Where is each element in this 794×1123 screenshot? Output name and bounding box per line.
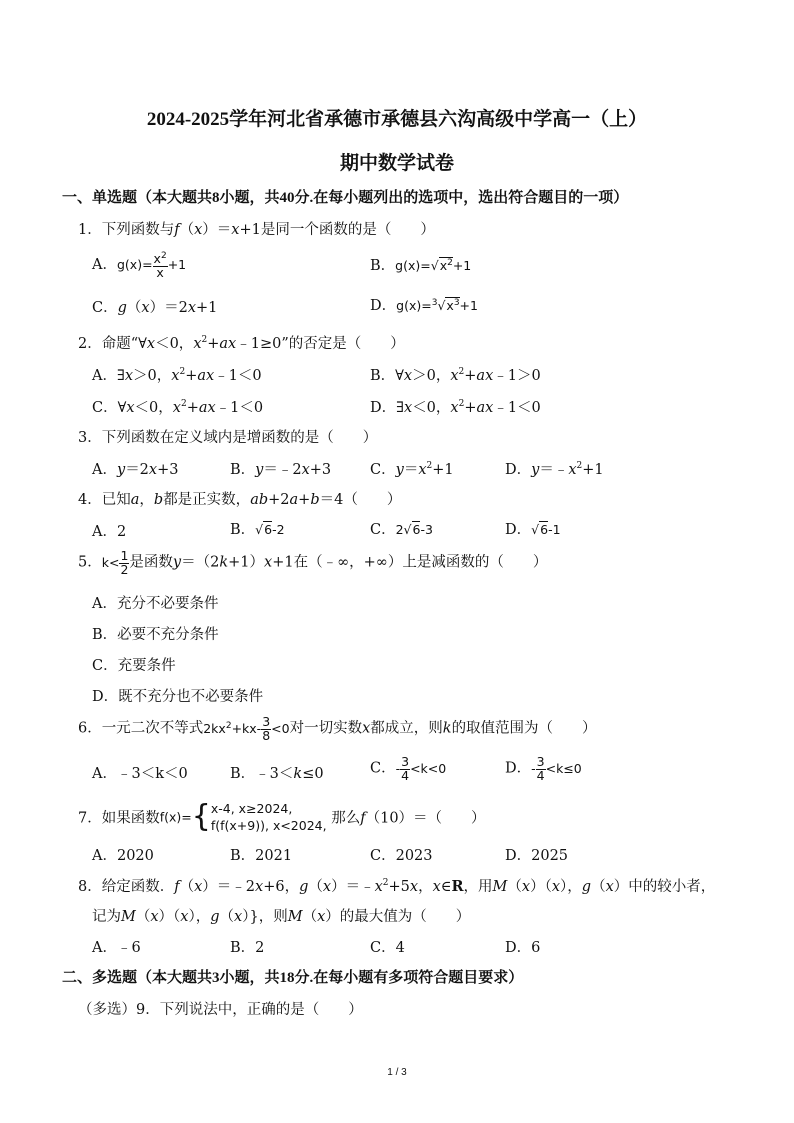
question-3-option-c: C．$y=x^2+1$ xyxy=(370,461,454,478)
question-4: 4．已知a，b都是正实数，ab+2a+b＝4（ ） xyxy=(78,492,402,508)
section-heading-multi-choice: 二、多选题（本大题共3小题，共18分.在每小题有多项符合题目要求） xyxy=(62,970,524,986)
question-6: 6．一元二次不等式$2kx^2+kx-$ $\frac{3}{8}$ <0对一切实数x都成立，则k的取值范围为（ ） xyxy=(78,714,597,743)
question-9: （多选）9．下列说法中，正确的是（ ） xyxy=(78,1002,363,1018)
question-4-option-b: B．√6-2 xyxy=(230,522,285,538)
question-5-option-a: A．充分不必要条件 xyxy=(92,596,219,612)
question-3-option-a: A．y＝2x+3 xyxy=(92,462,179,478)
page-subtitle: 期中数学试卷 xyxy=(339,153,454,174)
question-6-option-a: A．﹣3＜k＜0 xyxy=(92,766,188,782)
page-number: 1 / 3 xyxy=(387,1067,407,1078)
question-2-option-d: D．∃x＜0，$x^2+ax﹣1<0$ xyxy=(370,399,541,416)
question-2-option-c: C．∀x＜0，$x^2+ax﹣1<0$ xyxy=(92,399,264,416)
question-2-option-a: A．∃x＞0，$x^2+ax﹣1<0$ xyxy=(92,367,262,384)
question-7-option-b: B．2021 xyxy=(230,848,293,864)
section-heading-single-choice: 一、单选题（本大题共8小题，共40分.在每小题列出的选项中，选出符合题目的一项） xyxy=(62,190,629,206)
question-5-option-d: D．既不充分也不必要条件 xyxy=(92,689,264,705)
question-3-option-d: D．$y=﹣x^2+1$ xyxy=(505,461,604,478)
question-1 xyxy=(78,218,435,239)
question-8-option-b: B．2 xyxy=(230,940,265,956)
question-5: 5．k< $\frac{1}{2}$ 是函数y＝（2k+1）x+1在（﹣∞，+∞）上是减函数的（ ） xyxy=(78,548,548,577)
question-4-option-a: A．2 xyxy=(92,524,127,540)
question-3: 3．下列函数在定义域内是增函数的是（ ） xyxy=(78,430,378,446)
question-6-option-b: B．﹣3＜k≤0 xyxy=(230,766,324,782)
question-7-option-a: A．2020 xyxy=(92,848,154,864)
question-8-option-a: A．﹣6 xyxy=(92,940,141,956)
page-title: 2024-2025学年河北省承德市承德县六沟高级中学高一（上） xyxy=(146,109,648,130)
question-5-option-c: C．充要条件 xyxy=(92,658,176,674)
question-6-option-d: D．- $\frac{3}{4}$ <k≤0 xyxy=(505,754,582,783)
question-7: 7．如果函数f(x)={x-4, x≥2024, f(f(x+9)), x<2024, 那么f（10）＝（ ） xyxy=(78,799,486,834)
question-1-text: 1．下列函数与f（x）＝x+1是同一个函数的是（ ） xyxy=(78,222,435,238)
question-2-option-b: B．∀x＞0，$x^2+ax﹣1>0$ xyxy=(370,367,541,384)
question-7-option-c: C．2023 xyxy=(370,848,433,864)
question-8-line-1: 8．给定函数．f（x）＝﹣2x+6，$g(x)=﹣x^2+5x$，x∈R，用M（x）（x），g（x）中的较小者， xyxy=(78,878,716,895)
question-3-option-b: B．y＝﹣2x+3 xyxy=(230,462,332,478)
question-5-option-b: B．必要不充分条件 xyxy=(92,627,219,643)
question-8-option-c: C．4 xyxy=(370,940,405,956)
question-4-option-d: D．√6-1 xyxy=(505,522,561,538)
question-2: 2．命题“∀x＜0，$x^2+ax﹣1\ge 0$”的否定是（ ） xyxy=(78,335,405,352)
question-8-option-d: D．6 xyxy=(505,940,541,956)
question-6-option-c: C．- $\frac{3}{4}$ <k<0 xyxy=(370,754,447,783)
question-7-option-d: D．2025 xyxy=(505,848,569,864)
question-8-line-2: 记为M（x）（x），g（x）}，则M（x）的最大值为（ ） xyxy=(92,909,471,925)
question-1-option-c: C．g（x）＝2x+1 xyxy=(92,300,218,316)
question-4-option-c: C．2√6-3 xyxy=(370,522,433,538)
question-1-option-a: A．g(x)= $\frac{x^2}{x}$ +1 xyxy=(92,251,187,280)
question-1-option-d: D．$g(x)=^3√x^3+1$ xyxy=(370,297,478,314)
question-1-option-b: B．$g(x)=√x^2+1$ xyxy=(370,257,472,274)
